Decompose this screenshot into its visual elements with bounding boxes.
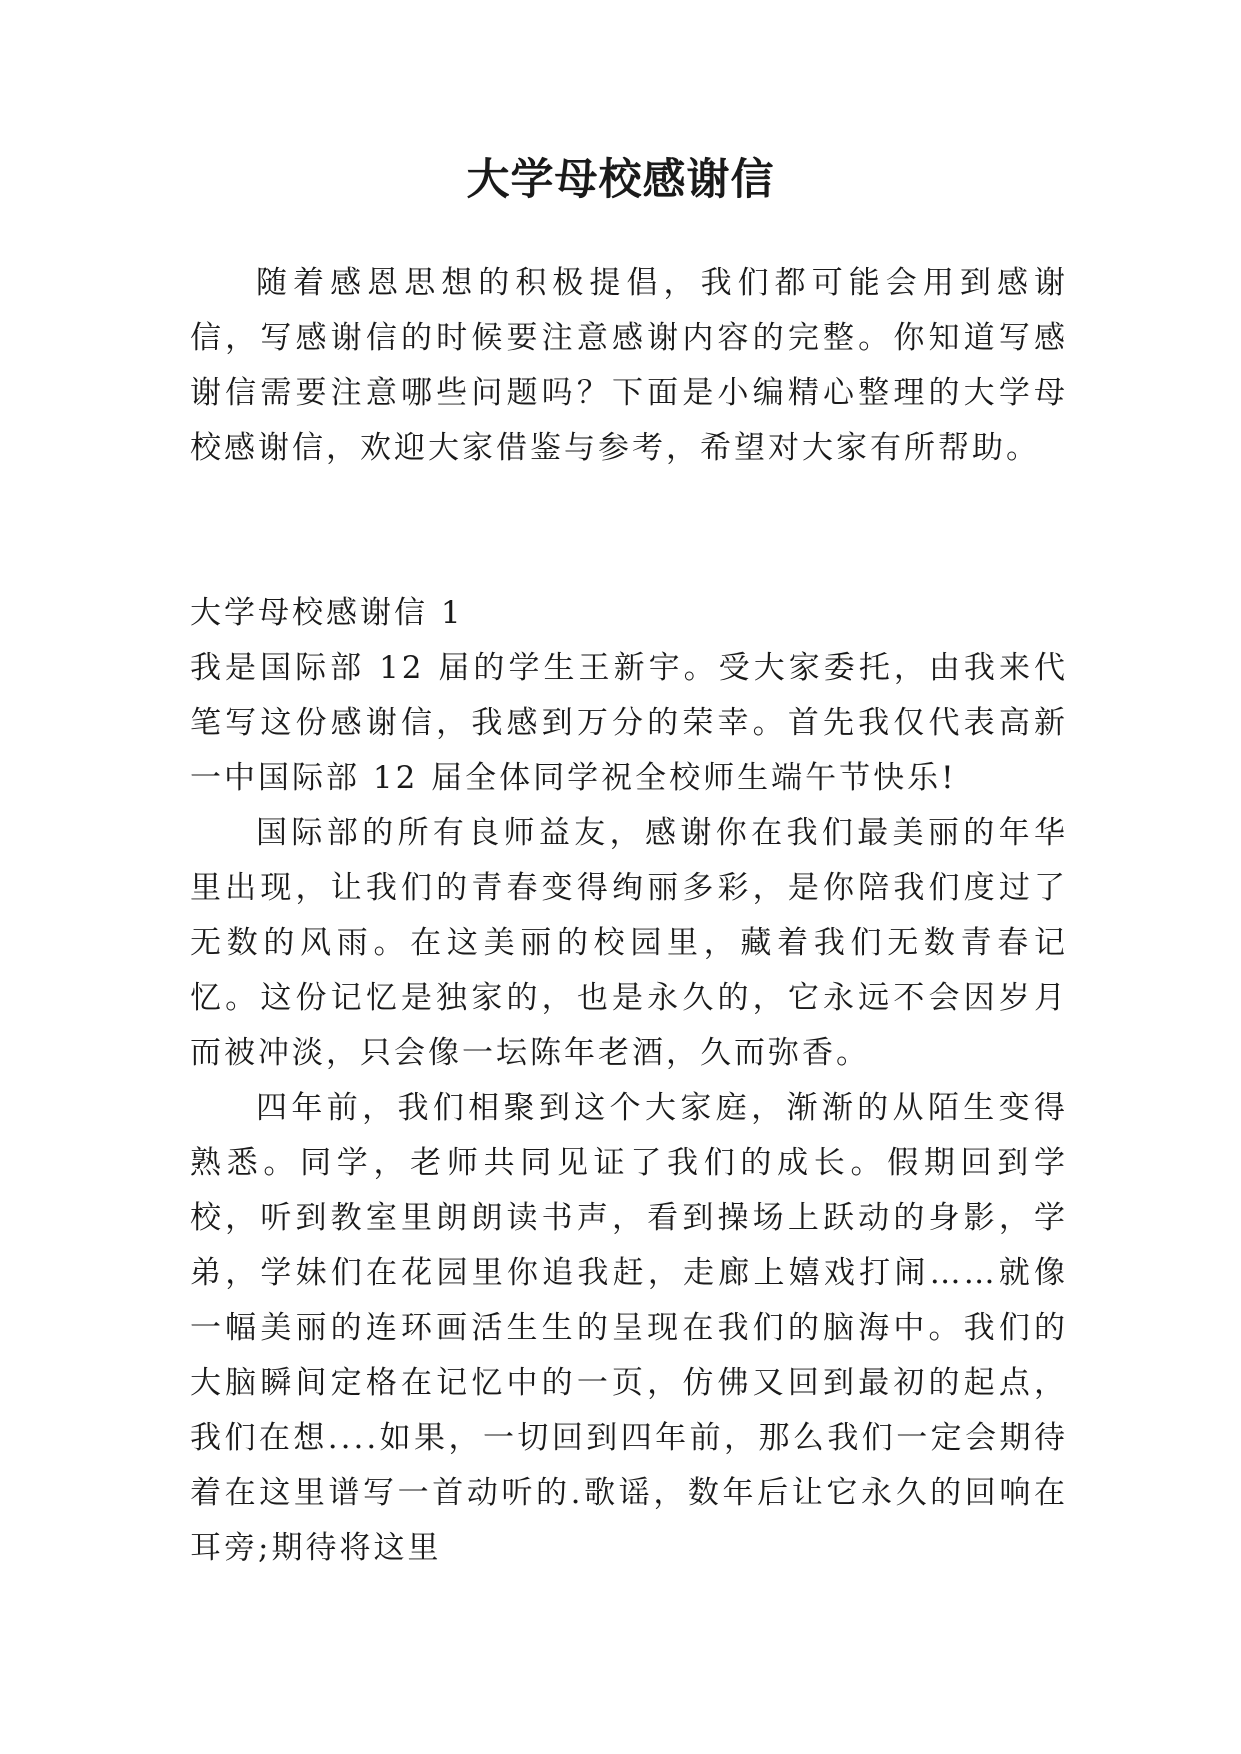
intro-paragraph: 随着感恩思想的积极提倡，我们都可能会用到感谢信，写感谢信的时候要注意感谢内容的完整。你知道写感谢信需要注意哪些问题吗？下面是小编精心整理的大学母校感谢信，欢迎大家借鉴与参考，希望对大家有所帮助。 [190, 265, 1068, 466]
letter-section [190, 586, 1068, 1576]
letter-paragraph-3: 四年前，我们相聚到这个大家庭，渐渐的从陌生变得熟悉。同学，老师共同见证了我们的成长。假期回到学校，听到教室里朗朗读书声，看到操场上跃动的身影，学弟，学妹们在花园里你追我赶，走廊上嬉戏打闹……就像一幅美丽的连环画活生生的呈现在我们的脑海中。我们的大脑瞬间定格在记忆中的一页，仿佛又回到最初的起点，我们在想....如果，一切回到四年前，那么我们一定会期待着在这里谱写一首动听的.歌谣，数年后让它永久的回响在耳旁;期待将这里 [190, 1090, 1068, 1566]
section-heading: 大学母校感谢信 1 [190, 595, 464, 631]
document-title: 大学母校感谢信 [466, 155, 775, 205]
letter-paragraph-2: 国际部的所有良师益友，感谢你在我们最美丽的年华里出现，让我们的青春变得绚丽多彩，是你陪我们度过了无数的风雨。在这美丽的校园里，藏着我们无数青春记忆。这份记忆是独家的，也是永久的，它永远不会因岁月而被冲淡，只会像一坛陈年老酒，久而弥香。 [190, 815, 1068, 1071]
letter-paragraph-1: 我是国际部 12 届的学生王新宇。受大家委托，由我来代笔写这份感谢信，我感到万分的荣幸。首先我仅代表高新一中国际部 12 届全体同学祝全校师生端午节快乐! [190, 650, 1068, 796]
